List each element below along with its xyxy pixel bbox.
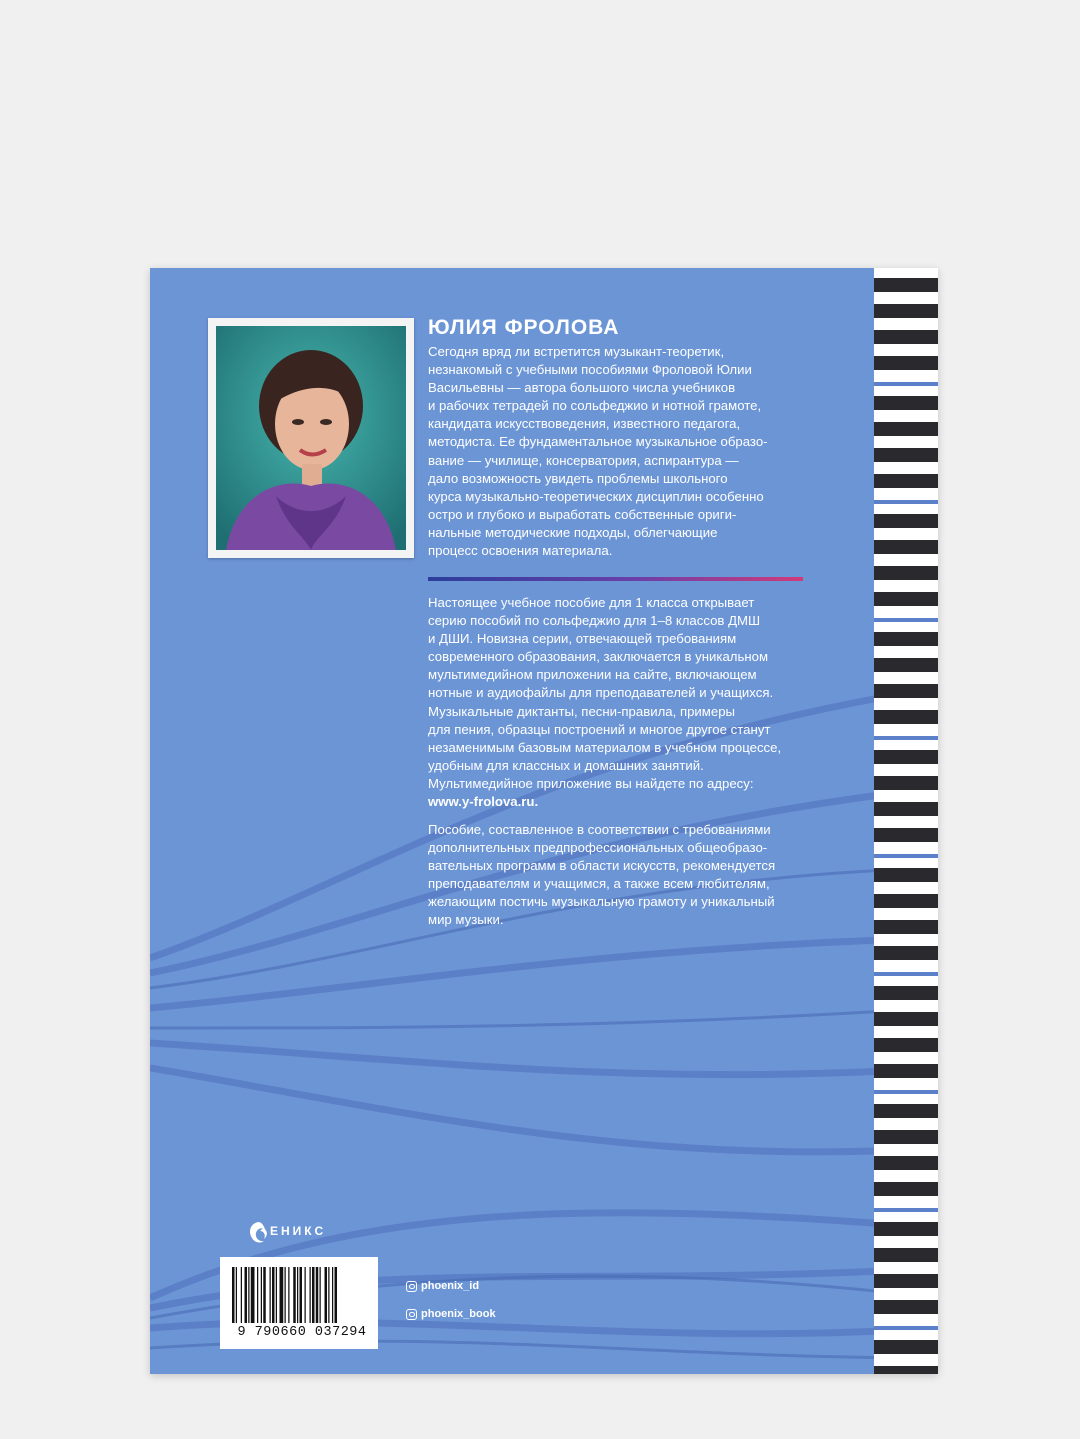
barcode-bar: [245, 1267, 248, 1323]
piano-key: [874, 750, 938, 764]
piano-key: [874, 1156, 938, 1170]
barcode-bars: [232, 1267, 366, 1323]
barcode-bar: [312, 1267, 315, 1323]
barcode-bar: [276, 1267, 277, 1323]
social-handle-phoenix-book[interactable]: [406, 1308, 496, 1320]
piano-key: [874, 304, 938, 318]
barcode-bar: [332, 1267, 333, 1323]
piano-key: [874, 448, 938, 462]
book-back-cover: [150, 268, 938, 1374]
piano-key: [874, 1340, 938, 1354]
piano-key: [874, 1248, 938, 1262]
piano-key: [874, 986, 938, 1000]
piano-key: [874, 618, 938, 622]
barcode-bar: [251, 1267, 255, 1323]
bio-line: вание — училище, консерватория, аспирантура —: [428, 452, 739, 468]
piano-key: [874, 854, 938, 858]
piano-keys-border: [874, 268, 938, 1374]
description-line: Настоящее учебное пособие для 1 класса открывает: [428, 595, 755, 610]
barcode-bar: [285, 1267, 286, 1323]
recommendation-line: дополнительных предпрофессиональных общеобразо-: [428, 840, 768, 856]
bio-line: кандидата искусствоведения, известного педагога,: [428, 416, 741, 432]
piano-key: [874, 710, 938, 724]
recommendation-line: Пособие, составленное в соответствии с требованиями: [428, 822, 771, 837]
piano-key: [874, 828, 938, 842]
bio-line: Васильевны — автора большого числа учебников: [428, 380, 736, 396]
piano-key: [874, 776, 938, 790]
barcode-bar: [280, 1267, 284, 1323]
piano-key: [874, 946, 938, 960]
piano-key: [874, 500, 938, 504]
barcode-bar: [335, 1267, 338, 1323]
bio-line: процесс освоения материала.: [428, 543, 613, 559]
barcode-bar: [310, 1267, 311, 1323]
bio-line: методиста. Ее фундаментальное музыкальное образо-: [428, 434, 768, 450]
piano-key: [874, 1130, 938, 1144]
piano-key: [874, 972, 938, 976]
piano-key: [874, 422, 938, 436]
social-handle-text: phoenix_book: [421, 1308, 496, 1320]
barcode-bar: [232, 1267, 235, 1323]
recommendation-line: желающим постичь музыкальную грамоту и уникальный: [428, 894, 775, 910]
book-description: [428, 594, 818, 811]
piano-key: [874, 1090, 938, 1094]
piano-key: [874, 1326, 938, 1330]
piano-key: [874, 920, 938, 934]
gradient-divider: [428, 577, 803, 581]
description-line: современного образования, заключается в уникальном: [428, 649, 769, 665]
piano-key: [874, 356, 938, 370]
barcode-number: 9 790660 037294: [237, 1325, 367, 1340]
piano-key: [874, 868, 938, 882]
barcode-bar: [288, 1267, 289, 1323]
barcode-bar: [293, 1267, 296, 1323]
description-line: мультимедийном приложении на сайте, включающем: [428, 667, 757, 683]
bio-line: и рабочих тетрадей по сольфеджио и нотной грамоте,: [428, 398, 762, 414]
barcode-bar: [316, 1267, 319, 1323]
piano-key: [874, 684, 938, 698]
barcode-bar: [320, 1267, 321, 1323]
bio-line: остро и глубоко и выработать собственные ориги-: [428, 506, 737, 522]
recommendation-line: вательных программ в области искусств, рекомендуется: [428, 858, 776, 874]
piano-key: [874, 514, 938, 528]
description-line: незаменимым базовым материалом в учебном процессе,: [428, 739, 782, 755]
piano-key: [874, 632, 938, 646]
piano-key: [874, 1222, 938, 1236]
bio-line: дало возможность увидеть проблемы школьного: [428, 470, 728, 486]
piano-key: [874, 592, 938, 606]
barcode-bar: [305, 1267, 306, 1323]
barcode-bar: [272, 1267, 275, 1323]
piano-key: [874, 330, 938, 344]
book-recommendation: [428, 821, 818, 930]
author-photo-frame: [208, 318, 414, 558]
piano-key: [874, 1366, 938, 1374]
description-line: и ДШИ. Новизна серии, отвечающей требованиям: [428, 631, 737, 647]
barcode-bar: [241, 1267, 242, 1323]
piano-key: [874, 1104, 938, 1118]
barcode-bar: [236, 1267, 237, 1323]
bio-line: Сегодня вряд ли встретится музыкант-теоретик,: [428, 344, 725, 359]
bio-line: нальные методические подходы, облегчающие: [428, 524, 718, 540]
piano-key: [874, 1012, 938, 1026]
piano-key: [874, 382, 938, 386]
piano-key: [874, 894, 938, 908]
piano-key: [874, 1208, 938, 1212]
bio-line: курса музыкально-теоретических дисциплин особенно: [428, 488, 764, 504]
piano-key: [874, 802, 938, 816]
description-line: удобным для классных и домашних занятий.: [428, 757, 704, 773]
piano-key: [874, 566, 938, 580]
piano-key: [874, 658, 938, 672]
barcode-bar: [261, 1267, 262, 1323]
description-line: Мультимедийное приложение вы найдете по адресу:: [428, 775, 754, 791]
piano-key: [874, 540, 938, 554]
author-bio: [428, 343, 818, 560]
barcode-bar: [325, 1267, 328, 1323]
piano-key: [874, 1064, 938, 1078]
description-line: для пения, образцы построений и многое другое станут: [428, 721, 771, 737]
piano-key: [874, 1182, 938, 1196]
recommendation-line: преподавателям и учащимся, а также всем любителям,: [428, 876, 770, 892]
publisher-logo: [246, 1220, 356, 1246]
description-line: Музыкальные диктанты, песни-правила, примеры: [428, 703, 736, 719]
piano-key: [874, 1300, 938, 1314]
barcode-bar: [297, 1267, 298, 1323]
recommendation-line: мир музыки.: [428, 912, 504, 928]
piano-key: [874, 396, 938, 410]
author-photo: [216, 326, 406, 550]
barcode-bar: [257, 1267, 258, 1323]
description-line: серию пособий по сольфеджио для 1–8 классов ДМШ: [428, 613, 761, 629]
piano-key: [874, 474, 938, 488]
piano-key: [874, 278, 938, 292]
isbn-barcode: [220, 1257, 378, 1349]
social-handle-phoenix-id[interactable]: [406, 1280, 479, 1292]
instagram-icon: [406, 1281, 417, 1292]
author-name: ЮЛИЯ ФРОЛОВА: [428, 316, 620, 339]
piano-key: [874, 736, 938, 740]
barcode-bar: [300, 1267, 303, 1323]
barcode-bar: [248, 1267, 249, 1323]
phoenix-logo-icon: [246, 1220, 270, 1246]
barcode-bar: [328, 1267, 329, 1323]
barcode-bar: [270, 1267, 271, 1323]
piano-key: [874, 1274, 938, 1288]
social-handle-text: phoenix_id: [421, 1280, 480, 1292]
description-line: нотные и аудиофайлы для преподавателей и учащихся.: [428, 685, 774, 701]
barcode-bar: [263, 1267, 266, 1323]
piano-key: [874, 1038, 938, 1052]
publisher-name: ЕНИКС: [270, 1224, 327, 1238]
website-link[interactable]: www.y-frolova.ru.: [428, 794, 539, 810]
instagram-icon: [406, 1309, 417, 1320]
bio-line: незнакомый с учебными пособиями Фроловой Юлии: [428, 362, 752, 378]
